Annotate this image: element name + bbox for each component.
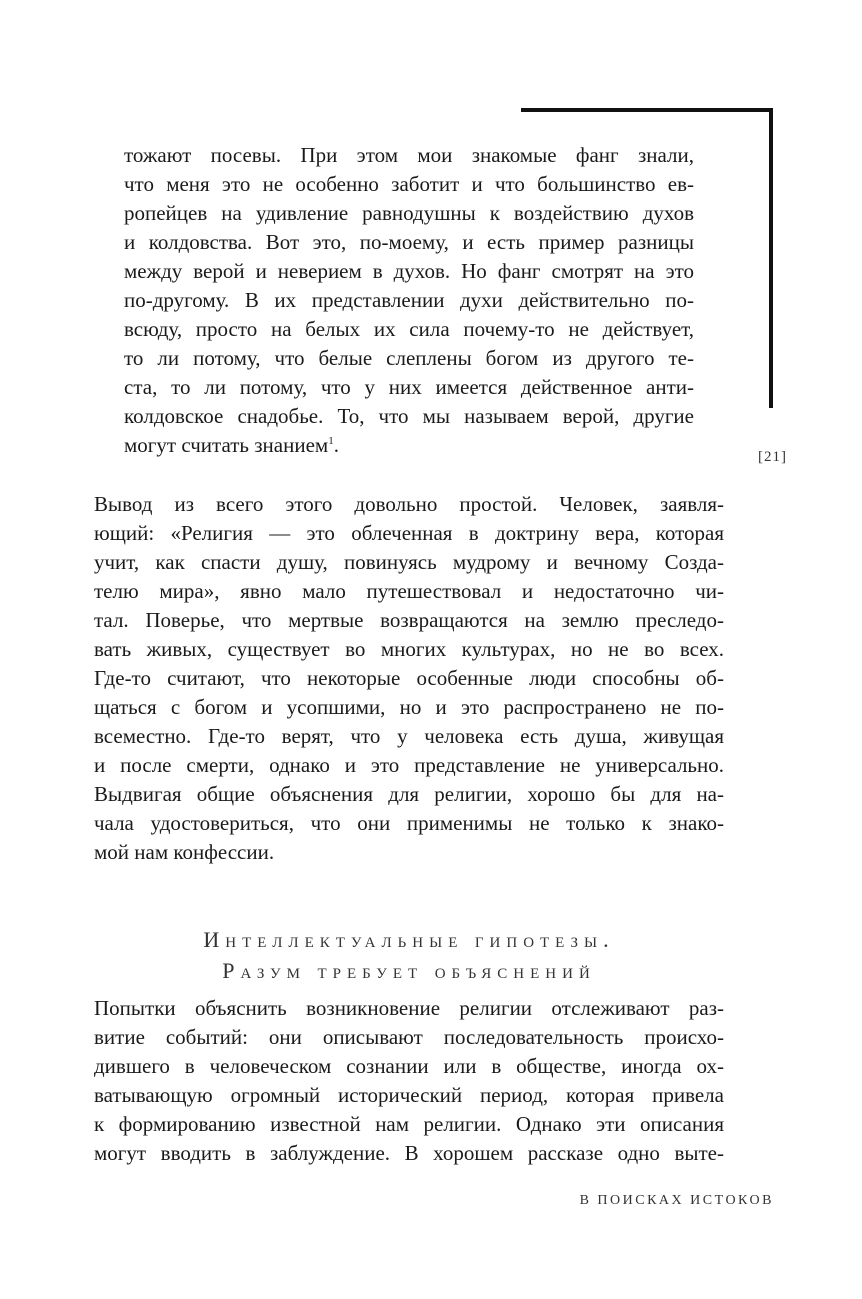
paragraph-line: Попытки объяснить возникновение религии отслеживают раз- <box>94 996 724 1020</box>
body-paragraph <box>94 490 724 867</box>
paragraph-line: Где-то считают, что некоторые особенные люди способны об- <box>94 666 724 690</box>
paragraph-line: щаться с богом и усопшими, но и это распространено не по- <box>94 695 724 719</box>
paragraph-line: вать живых, существует во многих культурах, но не во всех. <box>94 637 724 661</box>
quote-line: ропейцев на удивление равнодушны к воздействию духов <box>124 201 694 225</box>
section-heading-line-2: Разум требует объяснений <box>222 958 596 983</box>
paragraph-line: учит, как спасти душу, повинуясь мудрому и вечному Созда- <box>94 550 724 574</box>
paragraph-line: к формированию известной нам религии. Однако эти описания <box>94 1112 724 1136</box>
quote-line: по-другому. В их представлении духи действительно по- <box>124 288 694 312</box>
quote-line: тожают посевы. При этом мои знакомые фанг знали, <box>124 143 694 167</box>
running-footer: В ПОИСКАХ ИСТОКОВ <box>579 1193 774 1208</box>
quote-last-line <box>124 431 694 460</box>
paragraph-line: могут вводить в заблуждение. В хорошем рассказе одно выте- <box>94 1141 724 1165</box>
paragraph-line: телю мира», явно мало путешествовал и недостаточно чи- <box>94 579 724 603</box>
paragraph-line: тал. Поверье, что мертвые возвращаются на землю преследо- <box>94 608 724 632</box>
corner-frame-top-rule <box>521 108 773 112</box>
paragraph-line: и после смерти, однако и это представление не универсально. <box>94 753 724 777</box>
paragraph-line: дившего в человеческом сознании или в обществе, иногда ох- <box>94 1054 724 1078</box>
quote-line: то ли потому, что белые слеплены богом из другого те- <box>124 346 694 370</box>
section-heading <box>94 924 724 986</box>
quote-line: колдовское снадобье. То, что мы называем верой, другие <box>124 404 694 428</box>
paragraph-line: Выдвигая общие объяснения для религии, хорошо бы для на- <box>94 782 724 806</box>
section-heading-line-1: Интеллектуальные гипотезы. <box>203 927 615 952</box>
paragraph-last-line: мой нам конфессии. <box>94 840 275 864</box>
paragraph-line: витие событий: они описывают последовательность происхо- <box>94 1025 724 1049</box>
paragraph-line: Вывод из всего этого довольно простой. Человек, заявля- <box>94 492 724 516</box>
block-quotation <box>124 141 694 460</box>
quote-line: между верой и неверием в духов. Но фанг смотрят на это <box>124 259 694 283</box>
quote-line: ста, то ли потому, что у них имеется действенное анти- <box>124 375 694 399</box>
corner-frame-side-rule <box>769 108 773 408</box>
footnote-marker[interactable]: 1 <box>328 435 334 447</box>
paragraph-line: всеместно. Где-то верят, что у человека есть душа, живущая <box>94 724 724 748</box>
quote-end-punct: . <box>333 433 339 457</box>
quote-last-line-text: могут считать знанием <box>124 433 329 457</box>
paragraph-line: чала удостовериться, что они применимы не только к знако- <box>94 811 724 835</box>
body-paragraph-2 <box>94 994 724 1168</box>
page-number: [21] <box>758 449 787 465</box>
quote-line: и колдовства. Вот это, по-моему, и есть пример разницы <box>124 230 694 254</box>
paragraph-line: ющий: «Религия — это облеченная в доктрину вера, которая <box>94 521 724 545</box>
quote-line: всюду, просто на белых их сила почему-то не действует, <box>124 317 694 341</box>
quote-line: что меня это не особенно заботит и что большинство ев- <box>124 172 694 196</box>
paragraph-line: ватывающую огромный исторический период, которая привела <box>94 1083 724 1107</box>
